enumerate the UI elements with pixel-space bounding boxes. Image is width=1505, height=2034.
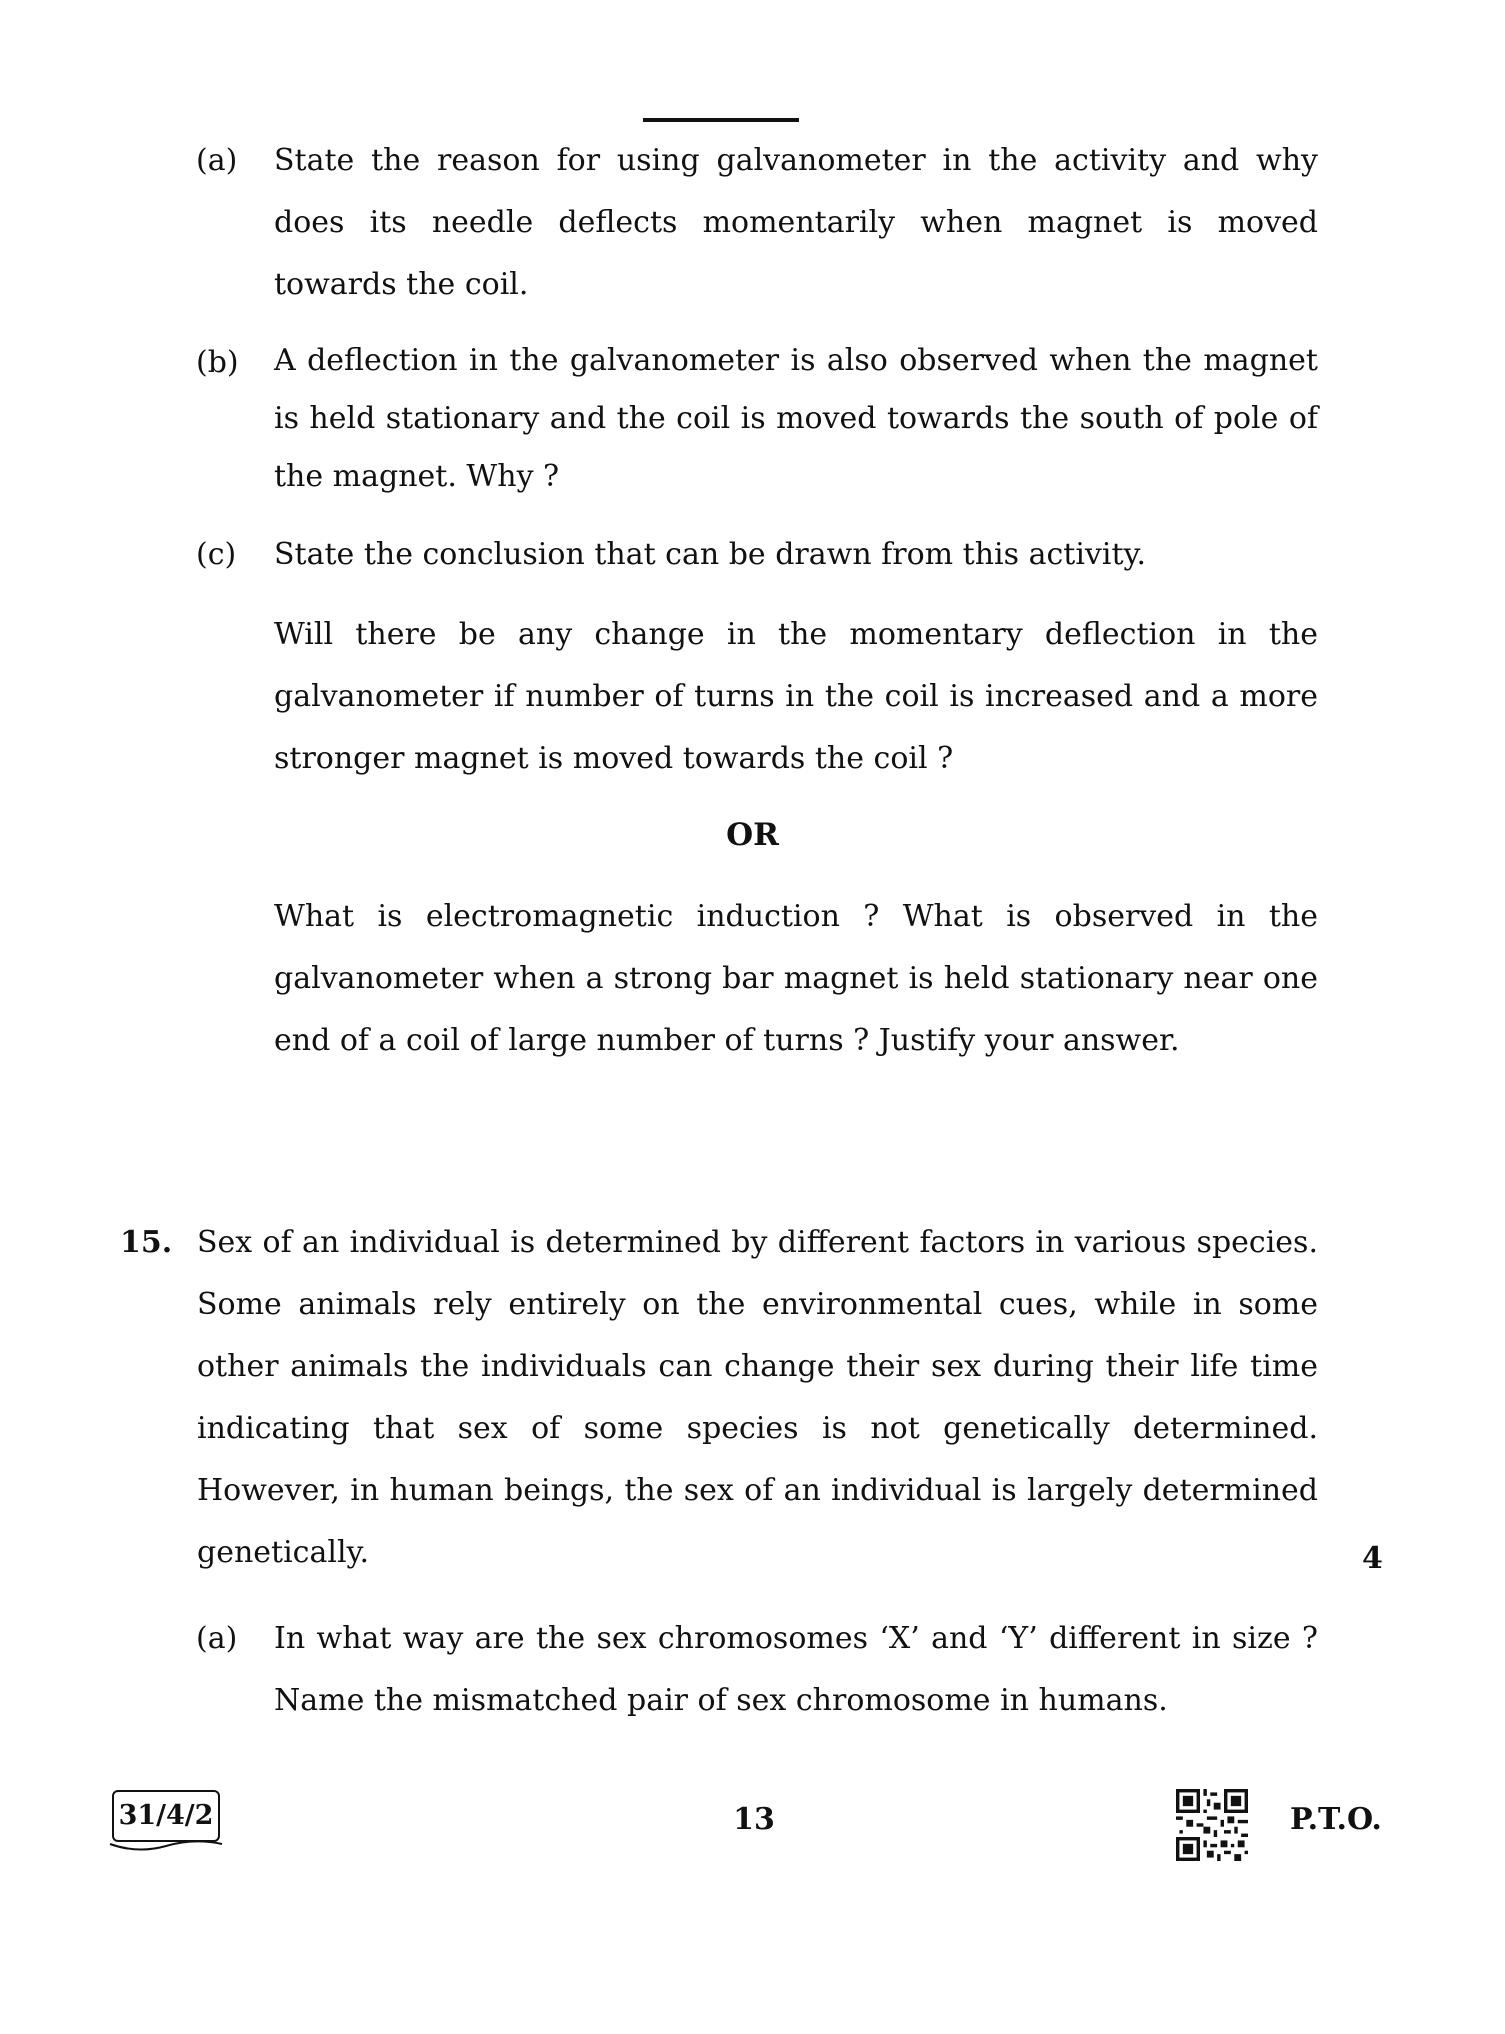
or-question-text: What is electromagnetic induction ? What is observed in the galvanometer when a strong bar magnet is held stationary near one end of a coil of large number of turns ? Justify your answer. (274, 899, 1318, 1058)
part-b-label: (b) (196, 345, 239, 380)
top-rule (643, 118, 799, 122)
pto-label: P.T.O. (1290, 1802, 1382, 1837)
part-c-text: State the conclusion that can be drawn from this activity. (274, 537, 1147, 572)
paper-code: 31/4/2 (112, 1790, 220, 1842)
or-heading: OR (726, 817, 779, 853)
question-15-number: 15. (120, 1225, 173, 1260)
paper-code-wave (108, 1840, 224, 1854)
page-number: 13 (733, 1802, 775, 1837)
q15-part-a-text: In what way are the sex chromosomes ‘X’ and ‘Y’ different in size ? Name the mismatched pair of sex chromosome in humans. (274, 1621, 1318, 1718)
q15-part-a-label: (a) (196, 1621, 238, 1656)
question-15-text: Sex of an individual is determined by different factors in various species. Some animals rely entirely on the environmental cues, while in some other animals the individuals can change their sex during their life time indicating that sex of some species is not genetically determined. However, in human beings, the sex of an individual is largely determined genetically. (197, 1225, 1318, 1570)
part-c-text-2: Will there be any change in the momentary deflection in the galvanometer if number of turns in the coil is increased and a more stronger magnet is moved towards the coil ? (274, 617, 1318, 776)
part-b-text: A deflection in the galvanometer is also observed when the magnet is held stationary and the coil is moved towards the south of pole of the magnet. Why ? (274, 343, 1318, 494)
part-a-label: (a) (196, 143, 238, 178)
question-15-marks: 4 (1362, 1541, 1383, 1576)
qr-code-icon (1176, 1789, 1248, 1861)
part-a-text: State the reason for using galvanometer in the activity and why does its needle deflects momentarily when magnet is moved towards the coil. (274, 143, 1318, 302)
part-c-label: (c) (196, 537, 237, 572)
